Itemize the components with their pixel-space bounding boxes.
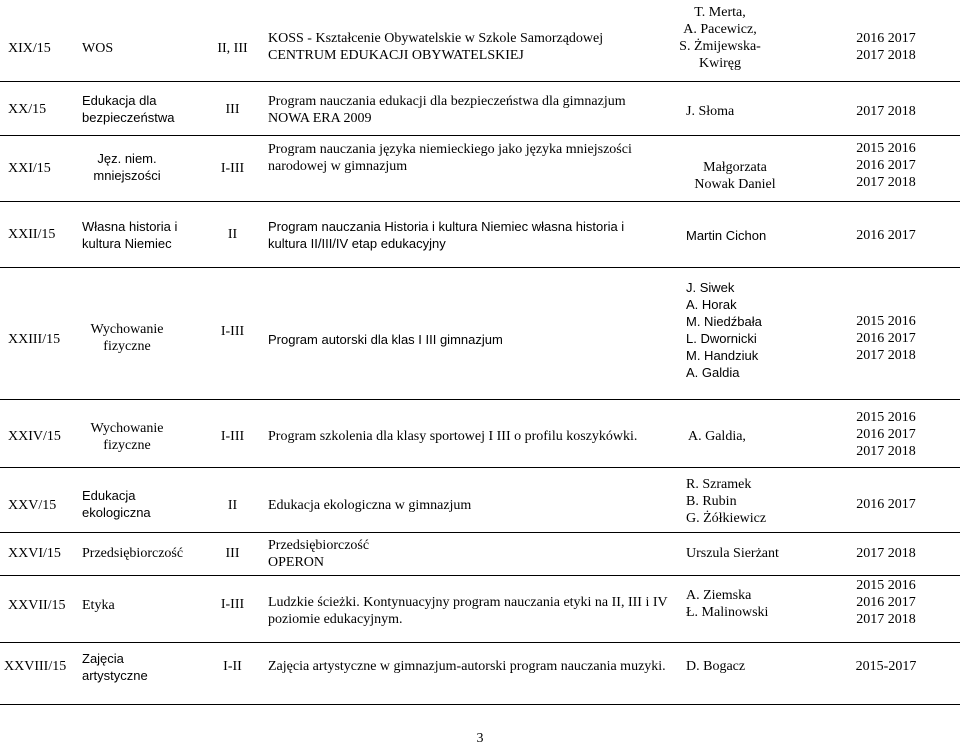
level-cell: II xyxy=(227,498,238,513)
subject-cell: Etyka xyxy=(82,598,115,613)
level-cell: I-III xyxy=(220,597,245,612)
authors-cell: R. Szramek B. Rubin G. Żółkiewicz xyxy=(686,477,767,526)
row-divider xyxy=(0,135,960,136)
program-cell: Edukacja ekologiczna w gimnazjum xyxy=(268,498,472,513)
authors-cell: A. Galdia, xyxy=(688,429,746,444)
program-cell: Ludzkie ścieżki. Kontynuacyjny program nauczania etyki na II, III i IV poziomie edukacyjnym. xyxy=(268,595,668,627)
years-cell: 2016 2017 xyxy=(856,228,916,243)
years-cell: 2015 2016 2016 2017 2017 2018 xyxy=(856,141,916,190)
authors-cell: J. Słoma xyxy=(686,104,735,119)
level-cell: III xyxy=(225,102,240,117)
row-number: XXIV/15 xyxy=(8,429,61,444)
subject-cell: Jęz. niem. mniejszości xyxy=(93,151,161,183)
row-number: XXI/15 xyxy=(8,161,51,176)
subject-cell: WOS xyxy=(82,41,114,56)
level-cell: I-II xyxy=(223,659,242,674)
row-divider xyxy=(0,532,960,533)
program-cell: Program szkolenia dla klasy sportowej I III o profilu koszykówki. xyxy=(268,429,638,444)
row-divider xyxy=(0,642,960,643)
level-cell: III xyxy=(225,546,240,561)
row-number: XIX/15 xyxy=(8,41,51,56)
row-divider xyxy=(0,467,960,468)
row-divider xyxy=(0,81,960,82)
row-number: XXII/15 xyxy=(8,227,56,242)
row-number: XXV/15 xyxy=(8,498,57,513)
level-cell: II, III xyxy=(217,41,248,56)
page-number: 3 xyxy=(476,731,484,746)
authors-cell: A. Ziemska Ł. Malinowski xyxy=(686,588,769,620)
row-divider xyxy=(0,201,960,202)
years-cell: 2015 2016 2016 2017 2017 2018 xyxy=(856,578,916,627)
program-cell: Program nauczania edukacji dla bezpieczeństwa dla gimnazjum NOWA ERA 2009 xyxy=(268,94,626,126)
row-number: XXVIII/15 xyxy=(4,659,67,674)
row-number: XXVII/15 xyxy=(8,598,66,613)
program-cell: Program nauczania Historia i kultura Niemiec własna historia i kultura II/III/IV etap edukacyjny xyxy=(268,219,625,251)
authors-cell: Urszula Sierżant xyxy=(686,546,779,561)
authors-cell: Martin Cichon xyxy=(686,228,767,243)
subject-cell: Własna historia i kultura Niemiec xyxy=(82,219,178,251)
row-number: XXIII/15 xyxy=(8,332,61,347)
authors-cell: D. Bogacz xyxy=(686,659,746,674)
years-cell: 2015-2017 xyxy=(855,659,917,674)
program-cell: Zajęcia artystyczne w gimnazjum-autorski program nauczania muzyki. xyxy=(268,659,666,674)
authors-cell: J. Siwek A. Horak M. Niedźbała L. Dwornicki M. Handziuk A. Galdia xyxy=(686,280,762,380)
subject-cell: Zajęcia artystyczne xyxy=(82,651,148,683)
subject-cell: Wychowanie fizyczne xyxy=(90,421,164,453)
level-cell: I-III xyxy=(220,161,245,176)
program-cell: Program nauczania języka niemieckiego jako języka mniejszości narodowej w gimnazjum xyxy=(268,142,632,174)
years-cell: 2017 2018 xyxy=(856,546,916,561)
program-cell: Program autorski dla klas I III gimnazjum xyxy=(268,332,503,347)
years-cell: 2015 2016 2016 2017 2017 2018 xyxy=(856,314,916,363)
years-cell: 2015 2016 2016 2017 2017 2018 xyxy=(856,410,916,459)
level-cell: I-III xyxy=(220,429,245,444)
row-number: XXVI/15 xyxy=(8,546,61,561)
program-cell: KOSS - Kształcenie Obywatelskie w Szkole Samorządowej CENTRUM EDUKACJI OBYWATELSKIEJ xyxy=(268,31,604,63)
years-cell: 2016 2017 2017 2018 xyxy=(856,31,916,63)
subject-cell: Wychowanie fizyczne xyxy=(90,322,164,354)
subject-cell: Edukacja ekologiczna xyxy=(82,488,151,520)
row-divider xyxy=(0,399,960,400)
program-cell: Przedsiębiorczość OPERON xyxy=(268,538,370,570)
authors-cell: T. Merta, A. Pacewicz, S. Żmijewska- Kwiręg xyxy=(679,5,761,71)
years-cell: 2017 2018 xyxy=(856,104,916,119)
authors-cell: Małgorzata Nowak Daniel xyxy=(694,160,776,192)
level-cell: I-III xyxy=(220,324,245,339)
row-divider xyxy=(0,704,960,705)
subject-cell: Przedsiębiorczość xyxy=(82,546,184,561)
row-divider xyxy=(0,267,960,268)
row-divider xyxy=(0,575,960,576)
years-cell: 2016 2017 xyxy=(856,497,916,512)
subject-cell: Edukacja dla bezpieczeństwa xyxy=(82,93,175,125)
row-number: XX/15 xyxy=(8,102,47,117)
level-cell: II xyxy=(227,227,238,242)
